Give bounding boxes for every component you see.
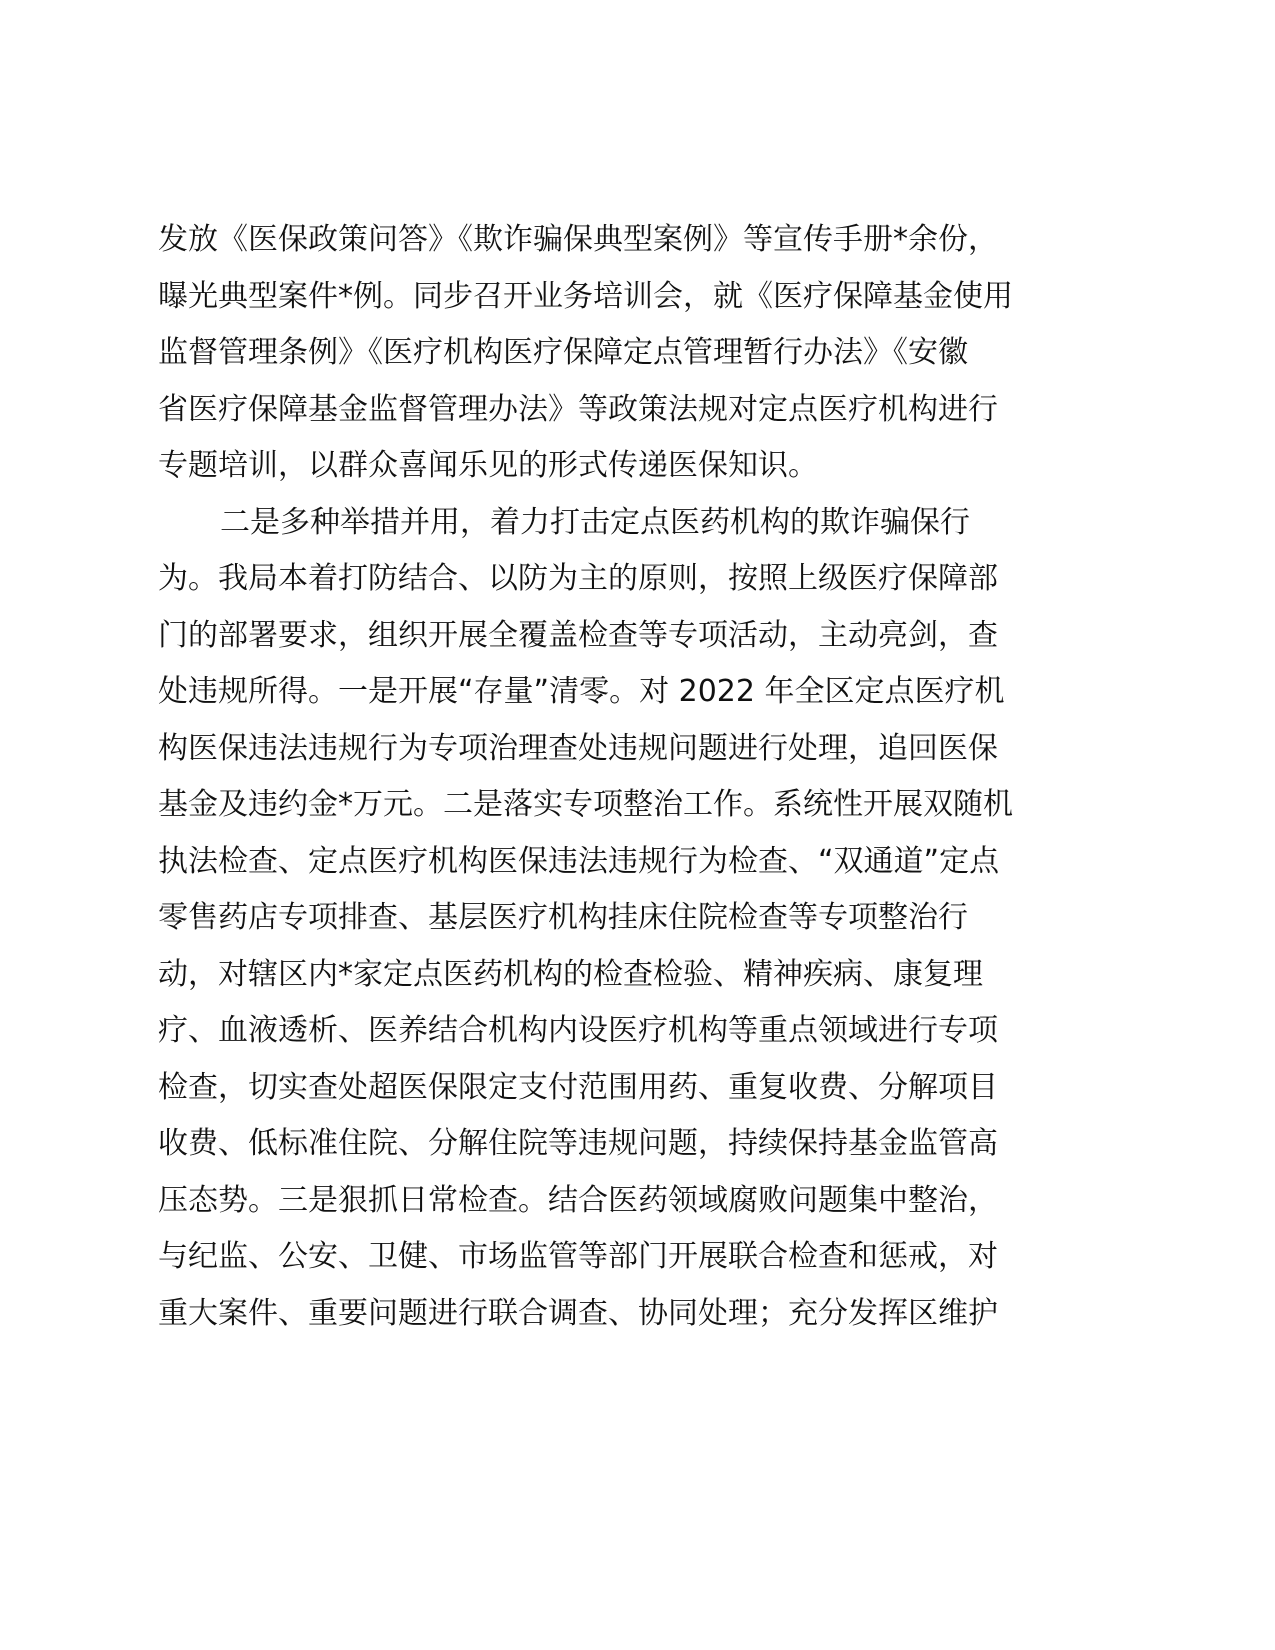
text-line: 专题培训，以群众喜闻乐见的形式传递医保知识。 <box>158 448 818 483</box>
text-line: 处违规所得。一是开展“存量”清零。对 2022 年全区定点医疗机 <box>158 674 1005 709</box>
paragraph-first-line: 二是多种举措并用，着力打击定点医药机构的欺诈骗保行 <box>220 504 970 540</box>
text-line: 构医保违法违规行为专项治理查处违规问题进行处理，追回医保 <box>158 730 998 766</box>
text-line: 动，对辖区内*家定点医药机构的检查检验、精神疾病、康复理 <box>158 956 983 992</box>
text-line: 收费、低标准住院、分解住院等违规问题，持续保持基金监管高 <box>158 1126 998 1161</box>
text-line: 压态势。三是狠抓日常检查。结合医药领域腐败问题集中整治， <box>158 1182 998 1218</box>
text-line: 重大案件、重要问题进行联合调查、协同处理；充分发挥区维护 <box>158 1295 998 1331</box>
body-text <box>158 212 1118 1342</box>
text-line: 门的部署要求，组织开展全覆盖检查等专项活动，主动亮剑，查 <box>158 617 998 653</box>
text-line: 与纪监、公安、卫健、市场监管等部门开展联合检查和惩戒，对 <box>158 1239 998 1274</box>
text-line: 监督管理条例》《医疗机构医疗保障定点管理暂行办法》《安徽 <box>158 335 968 370</box>
text-line: 省医疗保障基金监督管理办法》等政策法规对定点医疗机构进行 <box>158 391 998 427</box>
text-line: 曝光典型案件*例。同步召开业务培训会，就《医疗保障基金使用 <box>158 278 1013 314</box>
text-line: 零售药店专项排查、基层医疗机构挂床住院检查等专项整治行 <box>158 900 968 935</box>
text-line: 为。我局本着打防结合、以防为主的原则，按照上级医疗保障部 <box>158 561 998 596</box>
text-line: 执法检查、定点医疗机构医保违法违规行为检查、“双通道”定点 <box>158 843 1000 879</box>
text-line: 发放《医保政策问答》《欺诈骗保典型案例》等宣传手册*余份， <box>158 222 998 257</box>
text-line: 疗、血液透析、医养结合机构内设医疗机构等重点领域进行专项 <box>158 1013 998 1048</box>
text-line: 基金及违约金*万元。二是落实专项整治工作。系统性开展双随机 <box>158 787 1013 822</box>
text-line: 检查，切实查处超医保限定支付范围用药、重复收费、分解项目 <box>158 1069 998 1105</box>
